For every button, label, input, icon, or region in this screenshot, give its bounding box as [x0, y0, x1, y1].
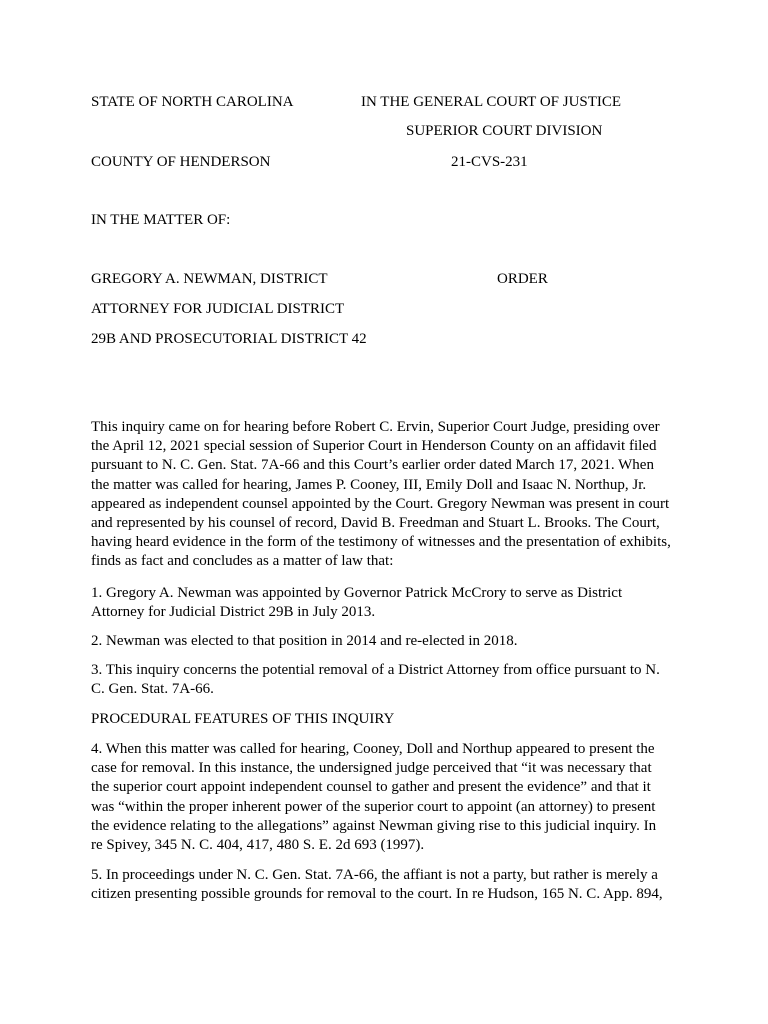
intro-line: This inquiry came on for hearing before Robert C. Ervin, Superior Court Judge, presiding over: [91, 419, 660, 435]
finding-line: case for removal. In this instance, the undersigned judge perceived that “it was necessary that: [91, 760, 652, 777]
intro-line: pursuant to N. C. Gen. Stat. 7A-66 and this Court’s earlier order dated March 17, 2021. When: [91, 457, 654, 474]
finding-line: 2. Newman was elected to that position in 2014 and re-elected in 2018.: [91, 633, 518, 649]
intro-paragraph: [91, 418, 681, 572]
finding-line: the superior court appoint independent counsel to gather and present the evidence” and that it: [91, 779, 651, 796]
finding-1: [91, 584, 681, 622]
finding-line: 3. This inquiry concerns the potential removal of a District Attorney from office pursuant to N.: [91, 662, 660, 678]
finding-line: was “within the proper inherent power of the superior court to appoint (an attorney) to present: [91, 798, 656, 815]
finding-3: [91, 661, 681, 699]
intro-line: the matter was called for hearing, James P. Cooney, III, Emily Doll and Isaac N. Northup, Jr.: [91, 476, 647, 493]
finding-5: [91, 866, 681, 904]
county-label: COUNTY OF HENDERSON: [91, 154, 271, 170]
party-name-line-2: ATTORNEY FOR JUDICIAL DISTRICT: [91, 301, 345, 317]
intro-line: appeared as independent counsel appointed by the Court. Gregory Newman was present in court: [91, 495, 670, 512]
finding-line: citizen presenting possible grounds for removal to the court. In re Hudson, 165 N. C. App. 894,: [91, 886, 663, 903]
finding-line: 5. In proceedings under N. C. Gen. Stat. 7A-66, the affiant is not a party, but rather is merely a: [91, 867, 658, 883]
finding-line: 1. Gregory A. Newman was appointed by Governor Patrick McCrory to serve as District: [91, 585, 623, 601]
finding-line: C. Gen. Stat. 7A-66.: [91, 681, 214, 698]
section-heading: PROCEDURAL FEATURES OF THIS INQUIRY: [91, 711, 395, 727]
finding-line: Attorney for Judicial District 29B in July 2013.: [91, 604, 376, 621]
matter-of-label: IN THE MATTER OF:: [91, 212, 231, 228]
finding-4: [91, 740, 681, 855]
case-number: 21-CVS-231: [451, 154, 528, 170]
division-label: SUPERIOR COURT DIVISION: [406, 123, 603, 139]
intro-line: having heard evidence in the form of the testimony of witnesses and the presentation of exhibits,: [91, 534, 671, 551]
party-name-line-1: GREGORY A. NEWMAN, DISTRICT: [91, 271, 328, 287]
finding-2: [91, 632, 681, 651]
document-type: ORDER: [497, 271, 548, 287]
finding-line: 4. When this matter was called for hearing, Cooney, Doll and Northup appeared to present the: [91, 741, 655, 757]
party-name-line-3: 29B AND PROSECUTORIAL DISTRICT 42: [91, 331, 367, 347]
state-label: STATE OF NORTH CAROLINA: [91, 94, 294, 110]
intro-line: the April 12, 2021 special session of Superior Court in Henderson County on an affidavit filed: [91, 438, 657, 455]
intro-line: and represented by his counsel of record, David B. Freedman and Stuart L. Brooks. The Court,: [91, 515, 660, 532]
finding-line: re Spivey, 345 N. C. 404, 417, 480 S. E. 2d 693 (1997).: [91, 837, 425, 854]
court-label: IN THE GENERAL COURT OF JUSTICE: [361, 94, 622, 110]
finding-line: the evidence relating to the allegations” against Newman giving rise to this judicial inquiry. In: [91, 817, 657, 834]
intro-line: finds as fact and concludes as a matter of law that:: [91, 553, 394, 570]
